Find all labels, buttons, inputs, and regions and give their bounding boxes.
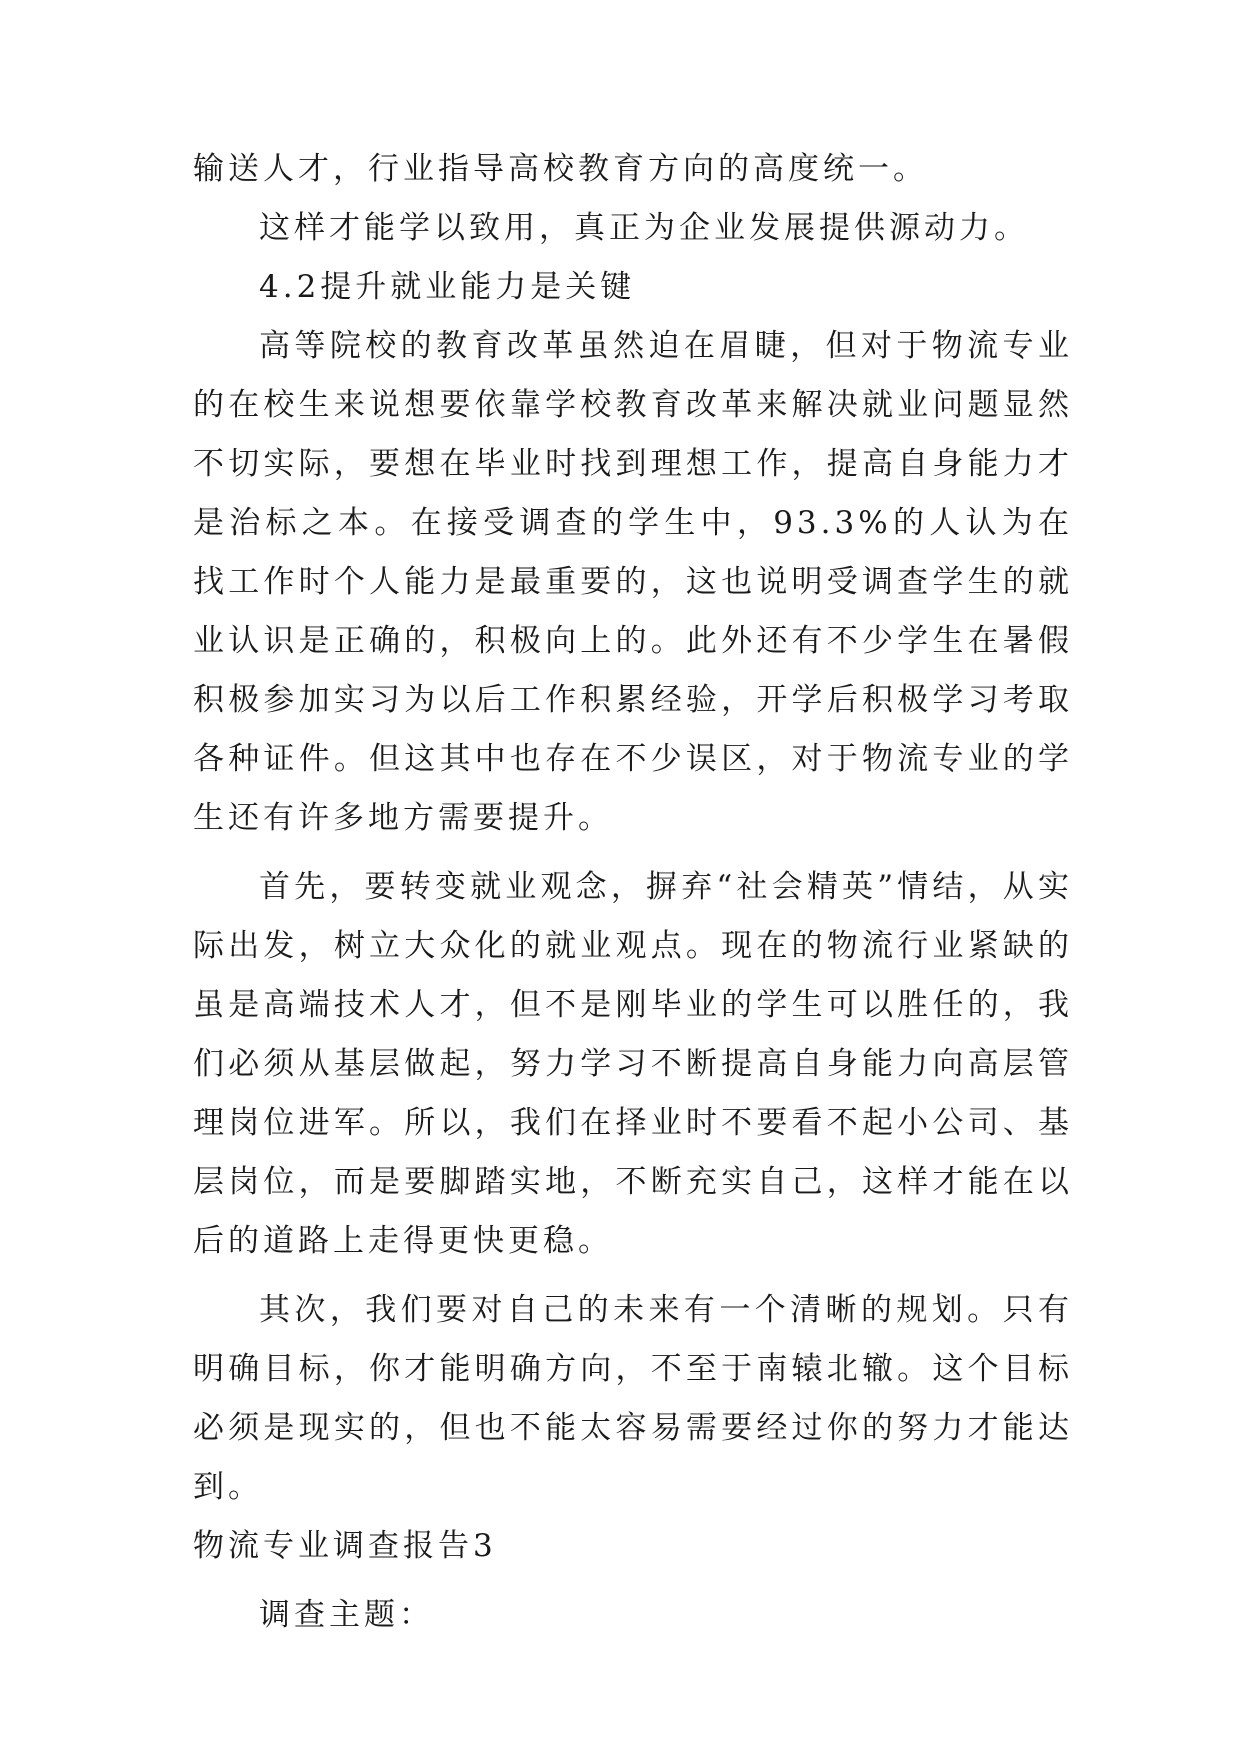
paragraph-first-point: 首先，要转变就业观念，摒弃“社会精英”情结，从实际出发，树立大众化的就业观点。现在的物流行业紧缺的虽是高端技术人才，但不是刚毕业的学生可以胜任的，我们必须从基层做起，努力学习不断提高自身能力向高层管理岗位进军。所以，我们在择业时不要看不起小公司、基层岗位，而是要脚踏实地，不断充实自己，这样才能在以后的道路上走得更快更稳。 (193, 869, 1073, 1259)
survey-topic-label: 调查主题： (259, 1597, 434, 1633)
section-heading-4-2: 4.2提升就业能力是关键 (259, 269, 636, 305)
document-page (193, 140, 1073, 1645)
report-section-title: 物流专业调查报告3 (193, 1528, 497, 1564)
paragraph-learning-application: 这样才能学以致用，真正为企业发展提供源动力。 (259, 210, 1029, 246)
paragraph-continuation: 输送人才，行业指导高校教育方向的高度统一。 (193, 151, 928, 187)
paragraph-second-point: 其次，我们要对自己的未来有一个清晰的规划。只有明确目标，你才能明确方向，不至于南辕北辙。这个目标必须是现实的，但也不能太容易需要经过你的努力才能达到。 (193, 1292, 1073, 1505)
paragraph-employment-ability: 高等院校的教育改革虽然迫在眉睫，但对于物流专业的在校生来说想要依靠学校教育改革来解决就业问题显然不切实际，要想在毕业时找到理想工作，提高自身能力才是治标之本。在接受调查的学生中，93.3%的人认为在找工作时个人能力是最重要的，这也说明受调查学生的就业认识是正确的，积极向上的。此外还有不少学生在暑假积极参加实习为以后工作积累经验，开学后积极学习考取各种证件。但这其中也存在不少误区，对于物流专业的学生还有许多地方需要提升。 (193, 328, 1073, 836)
